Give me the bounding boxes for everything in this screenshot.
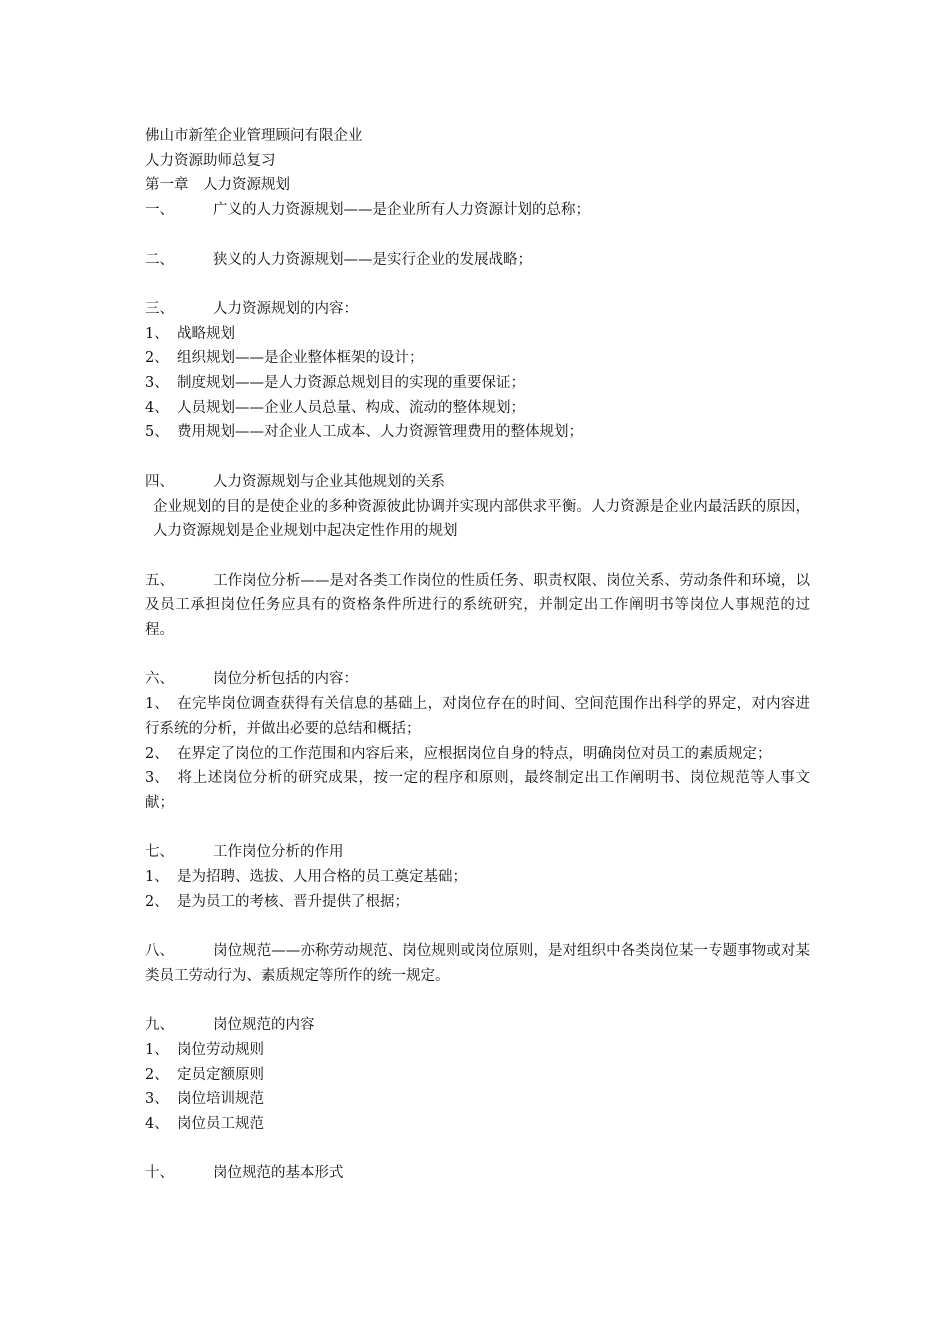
section-paragraph: 八、 岗位规范——亦称劳动规范、岗位规则或岗位原则，是对组织中各类岗位某一专题事物或对某类员工劳动行为、素质规定等所作的统一规定。: [145, 943, 810, 984]
section-heading: 四、 人力资源规划与企业其他规划的关系: [145, 473, 445, 490]
section-heading: 九、 岗位规范的内容: [145, 1017, 315, 1034]
company-name: 佛山市新笙企业管理顾问有限企业: [145, 128, 363, 144]
list-item: 1、 岗位劳动规则: [145, 1041, 264, 1058]
list-item: 4、 岗位员工规范: [145, 1116, 264, 1132]
list-item: 4、 人员规划——企业人员总量、构成、流动的整体规划；: [145, 399, 525, 416]
chapter-title: 第一章 人力资源规划: [145, 177, 290, 194]
list-item: 1、 是为招聘、选拔、人用合格的员工奠定基础；: [145, 869, 467, 885]
section-heading: 一、 广义的人力资源规划——是企业所有人力资源计划的总称；: [145, 202, 590, 219]
list-item: 2、 在界定了岗位的工作范围和内容后来，应根据岗位自身的特点，明确岗位对员工的素质规定；: [145, 745, 772, 762]
section-paragraph: 五、 工作岗位分析——是对各类工作岗位的性质任务、职责权限、岗位关系、劳动条件和环境，以及员工承担岗位任务应具有的资格条件所进行的系统研究，并制定出工作阐明书等岗位人事规范的过程。: [145, 572, 810, 638]
list-item: 3、 岗位培训规范: [145, 1091, 264, 1108]
section-heading: 二、 狭义的人力资源规划——是实行企业的发展战略；: [145, 251, 532, 268]
list-item: 1、 在完毕岗位调查获得有关信息的基础上，对岗位存在的时间、空间范围作出科学的界定，对内容进行系统的分析，并做出必要的总结和概括；: [145, 696, 810, 737]
section-heading: 六、 岗位分析包括的内容：: [145, 671, 358, 688]
document-page: [145, 124, 810, 1186]
section-heading: 三、 人力资源规划的内容：: [145, 300, 358, 317]
list-item: 2、 定员定额原则: [145, 1066, 264, 1083]
section-heading: 七、 工作岗位分析的作用: [145, 844, 344, 861]
course-title: 人力资源助师总复习: [145, 152, 276, 169]
list-item: 2、 组织规划——是企业整体框架的设计；: [145, 350, 424, 367]
list-item: 5、 费用规划——对企业人工成本、人力资源管理费用的整体规划；: [145, 424, 583, 441]
list-item: 1、 战略规划: [145, 325, 235, 342]
list-item: 3、 制度规划——是人力资源总规划目的实现的重要保证；: [145, 375, 525, 391]
section-heading: 十、 岗位规范的基本形式: [145, 1165, 344, 1182]
section-paragraph: 企业规划的目的是使企业的多种资源彼此协调并实现内部供求平衡。人力资源是企业内最活跃的原因，人力资源规划是企业规划中起决定性作用的规划: [153, 498, 810, 540]
list-item: 3、 将上述岗位分析的研究成果，按一定的程序和原则，最终制定出工作阐明书、岗位规范等人事文献；: [145, 770, 810, 811]
list-item: 2、 是为员工的考核、晋升提供了根据；: [145, 893, 409, 910]
